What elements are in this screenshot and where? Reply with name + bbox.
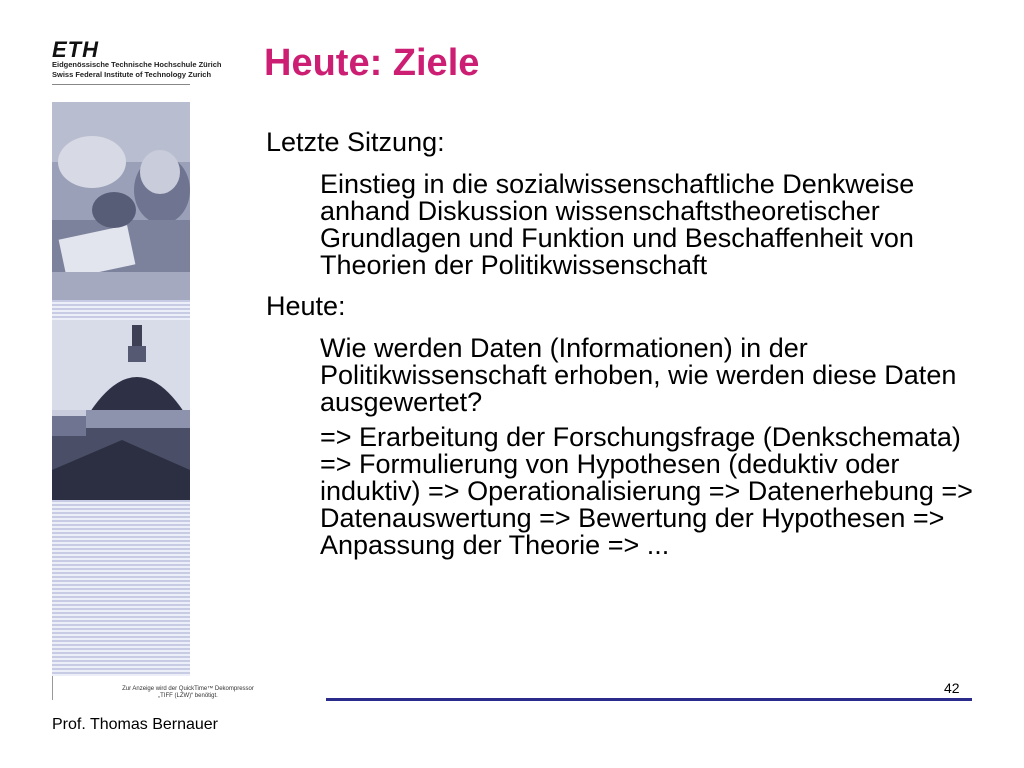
footer-author: Prof. Thomas Bernauer <box>52 716 219 733</box>
footer-rule <box>326 698 972 701</box>
eth-logo-line-german: Eidgenössische Technische Hochschule Zürich <box>52 60 222 69</box>
eth-building-photo <box>52 320 190 500</box>
students-photo <box>52 102 190 300</box>
paragraph-today-question: Wie werden Daten (Informationen) in der Politikwissenschaft erhoben, wie werden diese Daten ausgewertet? <box>320 333 957 417</box>
striped-panel <box>52 500 190 676</box>
decorative-image-column <box>52 102 190 676</box>
paragraph-last-session: Einstieg in die sozialwissenschaftliche Denkweise anhand Diskussion wissenschaftstheoretischer Grundlagen und Funktion und Beschaffenheit von Theorien der Politikwissenschaft <box>320 169 915 280</box>
eth-logo-mark: ETH <box>52 37 99 62</box>
logo-divider <box>52 84 190 85</box>
page-number: 42 <box>944 680 960 696</box>
slide-content <box>266 127 986 559</box>
section-heading-last-session: Letzte Sitzung: <box>266 127 445 157</box>
striped-band <box>52 300 190 320</box>
slide-title: Heute: Ziele <box>264 42 480 84</box>
side-rule <box>52 676 53 700</box>
eth-logo <box>52 37 222 80</box>
quicktime-placeholder-note: Zur Anzeige wird der QuickTime™ Dekompressor „TIFF (LZW)“ benötigt. <box>122 686 254 699</box>
eth-logo-line-english: Swiss Federal Institute of Technology Zurich <box>52 70 212 79</box>
paragraph-today-process: => Erarbeitung der Forschungsfrage (Denkschemata) => Formulierung von Hypothesen (deduktiv oder induktiv) => Operationalisierung => Datenerhebung => Datenauswertung => Bewertung der Hypothesen => Anpassung der Theorie => ... <box>320 422 973 560</box>
section-heading-today: Heute: <box>266 291 346 321</box>
